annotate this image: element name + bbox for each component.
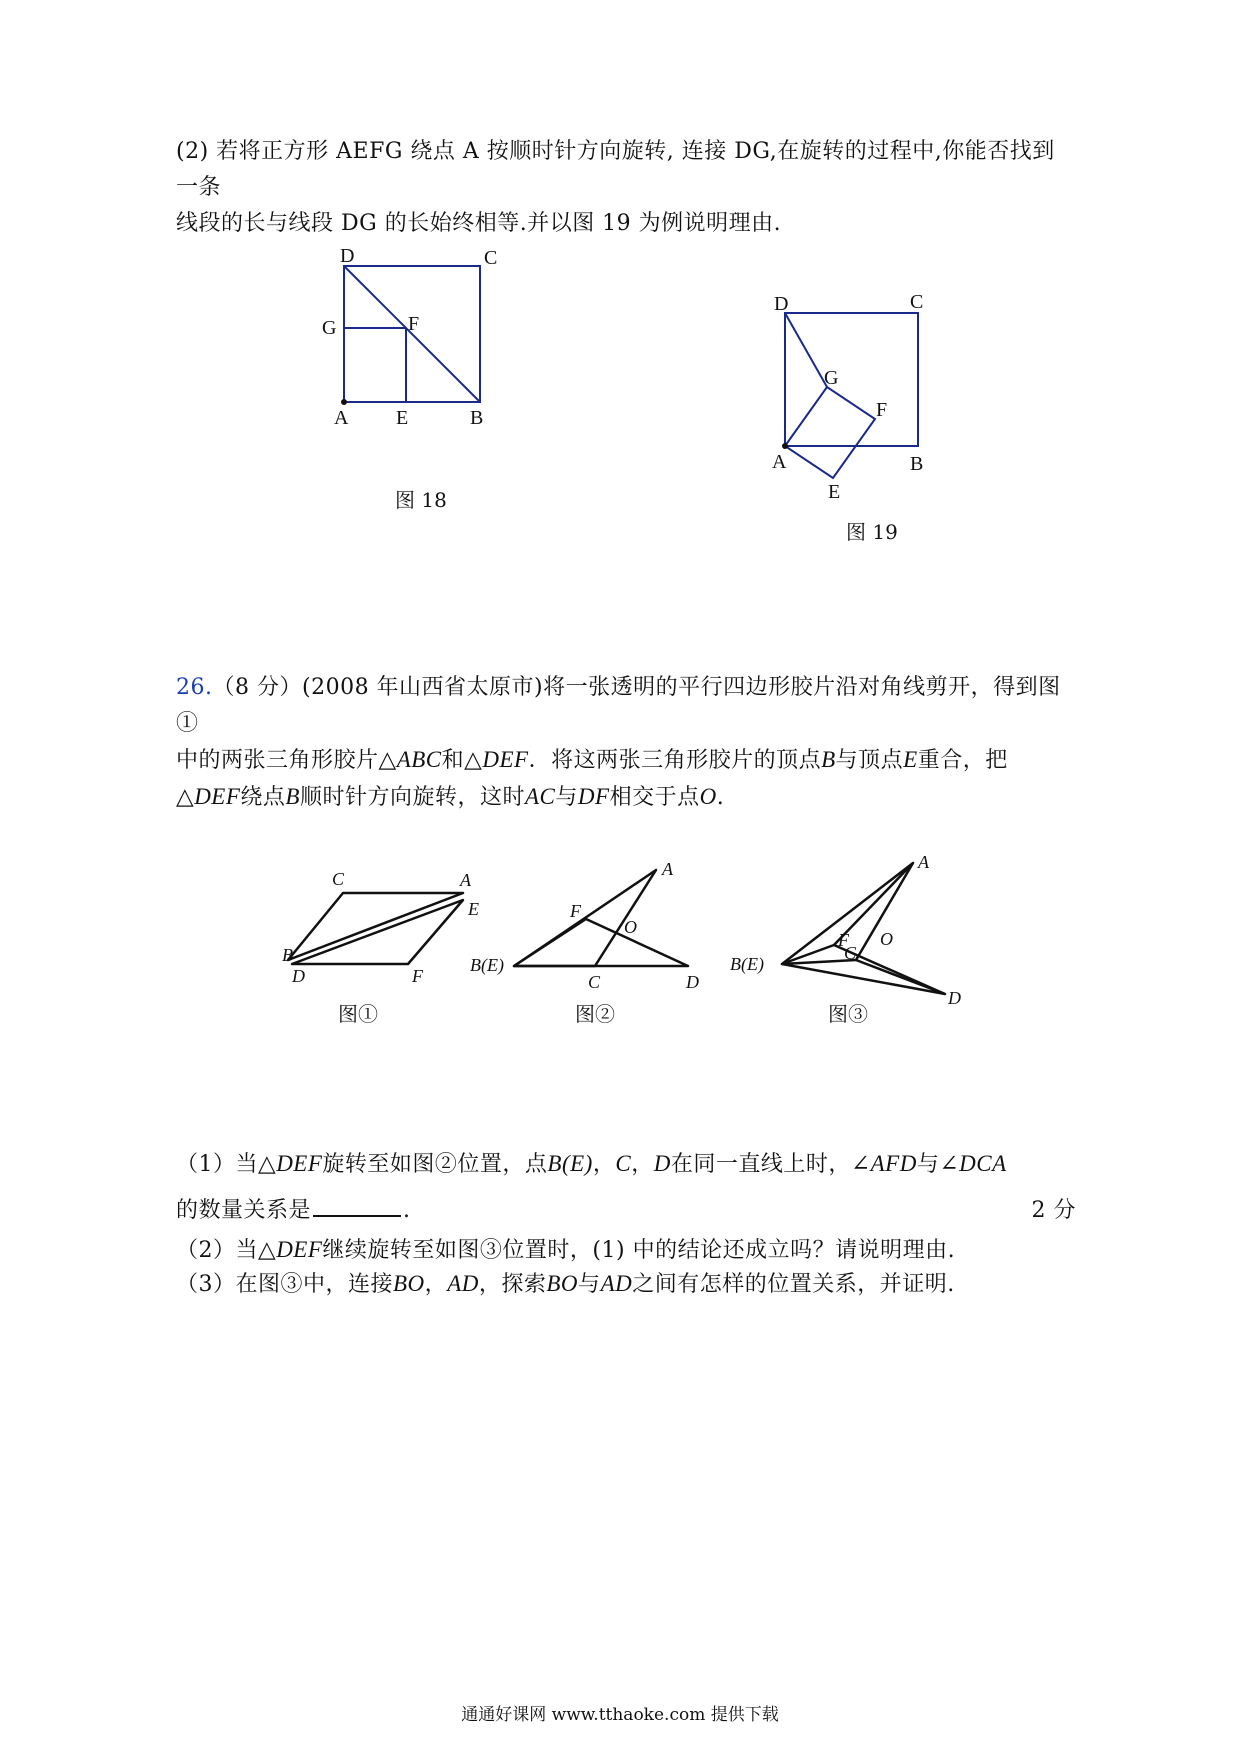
figure-2	[470, 855, 720, 1005]
q26-number: 26.	[176, 675, 213, 700]
fig18-label-g: G	[322, 317, 337, 339]
fig1-label-d: D	[292, 966, 305, 986]
q26-sub3-line	[176, 1266, 1076, 1303]
fig18-label-d: D	[340, 245, 355, 267]
q26-sub3-text: 之间有怎样的位置关系，并证明.	[632, 1272, 955, 1297]
q26-sub1-line1	[176, 1146, 1076, 1183]
q26-sub3-text: ，	[424, 1272, 448, 1297]
fig3-label-a: A	[918, 852, 929, 872]
q26-text: .	[716, 785, 725, 810]
q26-point-o: O	[699, 784, 717, 809]
q26-sub2-triangle-def: △DEF	[258, 1237, 323, 1262]
q26-sub1-point-be: B(E)	[547, 1151, 593, 1176]
q26-sub2	[176, 1232, 1076, 1269]
q26-text: 与顶点	[835, 748, 904, 773]
q26-text: 和	[441, 748, 465, 773]
q26-sub1-text: ，	[631, 1152, 654, 1177]
q26-sub1-point-d: D	[653, 1151, 671, 1176]
fig2-label-d: D	[686, 972, 699, 992]
q26-sub1-line2	[176, 1193, 1076, 1229]
q26-sub3-segment-ad: AD	[447, 1271, 479, 1296]
fig1-label-f: F	[412, 966, 423, 986]
fig19-label-b: B	[910, 453, 924, 475]
q26-sub1-text: ，	[592, 1152, 616, 1177]
q26-sub2-text: 继续旋转至如图③位置时，(1) 中的结论还成立吗？请说明理由.	[322, 1238, 956, 1263]
q26-point-b: B	[285, 784, 300, 809]
q26-triangle-abc: △ABC	[378, 747, 442, 772]
fig18-point-a	[341, 399, 347, 405]
q26-statement	[176, 670, 1076, 816]
fig1-caption: 图①	[338, 1002, 378, 1026]
figure-19	[760, 270, 980, 510]
q26-sub1-angle-dca: ∠DCA	[939, 1151, 1007, 1176]
q26-sub1-text: 旋转至如图②位置，点	[322, 1152, 548, 1177]
fig18-label-e: E	[396, 407, 409, 429]
fig1-triangle-abc	[288, 893, 463, 960]
fig3-label-d: D	[948, 988, 961, 1008]
q26-sub1-text: .	[403, 1198, 411, 1223]
fig19-label-c: C	[910, 291, 924, 313]
fig3-caption: 图③	[828, 1002, 868, 1026]
fig19-square-abcd	[785, 313, 918, 446]
fig19-label-d: D	[774, 293, 789, 315]
fig1-label-c: C	[332, 869, 345, 889]
fig18-label-c: C	[484, 247, 498, 269]
fig19-square-aefg	[785, 387, 875, 478]
q26-sub1-text: （1）当	[176, 1152, 258, 1177]
q26-sub3-text: （3）在图③中，连接	[176, 1272, 393, 1297]
fig2-label-a: A	[662, 859, 673, 879]
q26-sub2-text: （2）当	[176, 1238, 258, 1263]
fig19-segment-dg	[785, 313, 827, 387]
q25-part2-line2: 线段的长与线段 DG 的长始终相等.并以图 19 为例说明理由.	[176, 211, 782, 236]
figure-18	[300, 240, 500, 480]
fig2-triangle-def	[514, 919, 688, 966]
q26-text: 与	[555, 785, 578, 810]
q26-sub3-segment-ad: AD	[600, 1271, 633, 1296]
q26-sub3-segment-bo: BO	[393, 1271, 425, 1296]
q26-text: ．将这两张三角形胶片的顶点	[528, 748, 822, 773]
q26-sub1-triangle-def: △DEF	[258, 1151, 323, 1176]
q26-sub1-score: 2 分	[1031, 1198, 1076, 1223]
fig3-label-be: B(E)	[730, 954, 764, 974]
q26-sub1-text: 在同一直线上时，	[670, 1152, 851, 1177]
q26-text: 重合，把	[917, 748, 1008, 773]
q26-text: 中的两张三角形胶片	[176, 748, 379, 773]
fig19-point-a	[782, 443, 788, 449]
q26-sub3-text: ，探索	[478, 1272, 547, 1297]
q26-triangle-def: △DEF	[176, 784, 241, 809]
q26-sub3-text: 与	[578, 1272, 601, 1297]
q26-line3	[176, 779, 1076, 816]
q26-line1	[176, 670, 1076, 742]
fig19-label-g: G	[824, 367, 839, 389]
fig1-label-a: A	[460, 870, 471, 890]
fig3-segment-cd	[856, 960, 945, 994]
fig1-label-b: B	[282, 945, 293, 965]
q26-line2	[176, 742, 1076, 779]
q25-part2	[176, 134, 1076, 242]
q26-segment-df: DF	[577, 784, 610, 809]
q26-text: 相交于点	[609, 785, 700, 810]
q26-triangle-def: △DEF	[464, 747, 529, 772]
fig19-label-a: A	[772, 451, 787, 473]
q26-sub1-text: 与	[916, 1152, 940, 1177]
q26-intro: （8 分）(2008 年山西省太原市)将一张透明的平行四边形胶片沿对角线剪开，得到图①	[176, 675, 1061, 736]
fig19-label-f: F	[876, 399, 888, 421]
q26-text: 顺时针方向旋转，这时	[299, 785, 525, 810]
q25-part2-line1: (2) 若将正方形 AEFG 绕点 A 按顺时针方向旋转, 连接 DG,在旋转的过程中,你能否找到一条	[176, 139, 1055, 200]
q26-sub1-text: 的数量关系是	[176, 1198, 312, 1223]
fig19-label-e: E	[828, 481, 841, 503]
q26-sub2-line	[176, 1232, 1076, 1269]
q26-sub1-point-c: C	[615, 1151, 632, 1176]
fig18-caption: 图 18	[395, 488, 447, 512]
q26-segment-ac: AC	[525, 784, 556, 809]
fig1-label-e: E	[468, 899, 479, 919]
fig2-label-f: F	[570, 901, 581, 921]
answer-blank[interactable]	[313, 1193, 401, 1217]
fig3-label-o: O	[880, 929, 893, 949]
fig18-label-a: A	[334, 407, 349, 429]
q26-sub1-angle-afd: ∠AFD	[850, 1151, 917, 1176]
fig2-label-be: B(E)	[470, 955, 504, 975]
q26-sub3-segment-bo: BO	[546, 1271, 579, 1296]
q26-point-e: E	[903, 747, 918, 772]
q26-text: 绕点	[240, 785, 286, 810]
q26-point-b: B	[821, 747, 836, 772]
fig2-label-o: O	[624, 917, 637, 937]
fig2-label-c: C	[588, 972, 601, 992]
figure-1	[270, 860, 490, 1000]
fig3-triangle-def	[782, 945, 945, 994]
fig3-label-c: C	[844, 943, 857, 963]
page-footer: 通通好课网 www.tthaoke.com 提供下载	[461, 1705, 779, 1725]
q26-sub3	[176, 1266, 1076, 1303]
fig18-label-b: B	[470, 407, 484, 429]
figure-3	[730, 848, 980, 1008]
q26-sub1	[176, 1146, 1076, 1229]
fig19-caption: 图 19	[846, 520, 898, 544]
fig18-label-f: F	[408, 313, 420, 335]
fig1-triangle-def	[292, 900, 463, 964]
fig2-caption: 图②	[575, 1002, 615, 1026]
fig3-label-f: F	[838, 930, 849, 950]
